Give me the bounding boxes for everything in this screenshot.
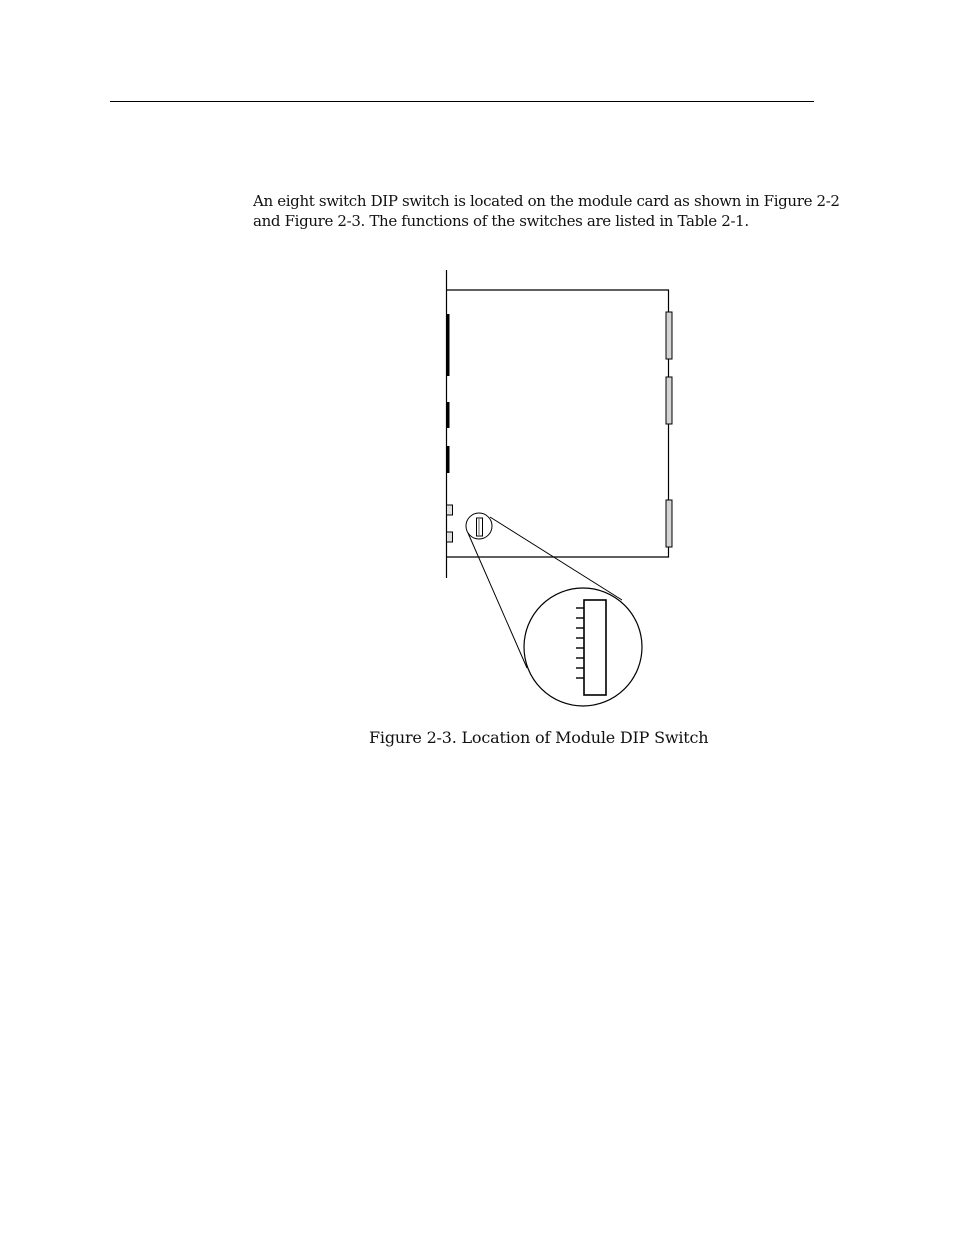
front-connector-3 (447, 446, 450, 473)
front-connector-1 (447, 314, 450, 376)
card-outline (447, 290, 669, 557)
magnifier-line-right (490, 517, 622, 600)
dip-switch-enlarged-circle (524, 588, 642, 706)
figure-caption: Figure 2-3. Location of Module DIP Switch (369, 728, 709, 747)
intro-line-1: An eight switch DIP switch is located on the module card as shown in Figure 2-2 (253, 192, 840, 210)
dip-switch-enlarged-pins (576, 608, 584, 678)
dip-switch-locator (466, 513, 492, 539)
rear-connector-1 (666, 312, 672, 359)
rear-connector-2 (666, 377, 672, 424)
dip-switch-enlarged (584, 600, 606, 695)
front-led-2 (447, 532, 453, 542)
header-rule (110, 101, 814, 102)
dip-switch-small-pins (478, 520, 480, 534)
front-led-1 (447, 505, 453, 515)
dip-switch-small (477, 518, 483, 536)
magnifier-line-left (468, 533, 527, 668)
intro-line-2: and Figure 2-3. The functions of the switches are listed in Table 2-1. (253, 212, 749, 230)
front-connector-2 (447, 402, 450, 428)
intro-paragraph (253, 191, 840, 231)
rear-connector-3 (666, 500, 672, 547)
